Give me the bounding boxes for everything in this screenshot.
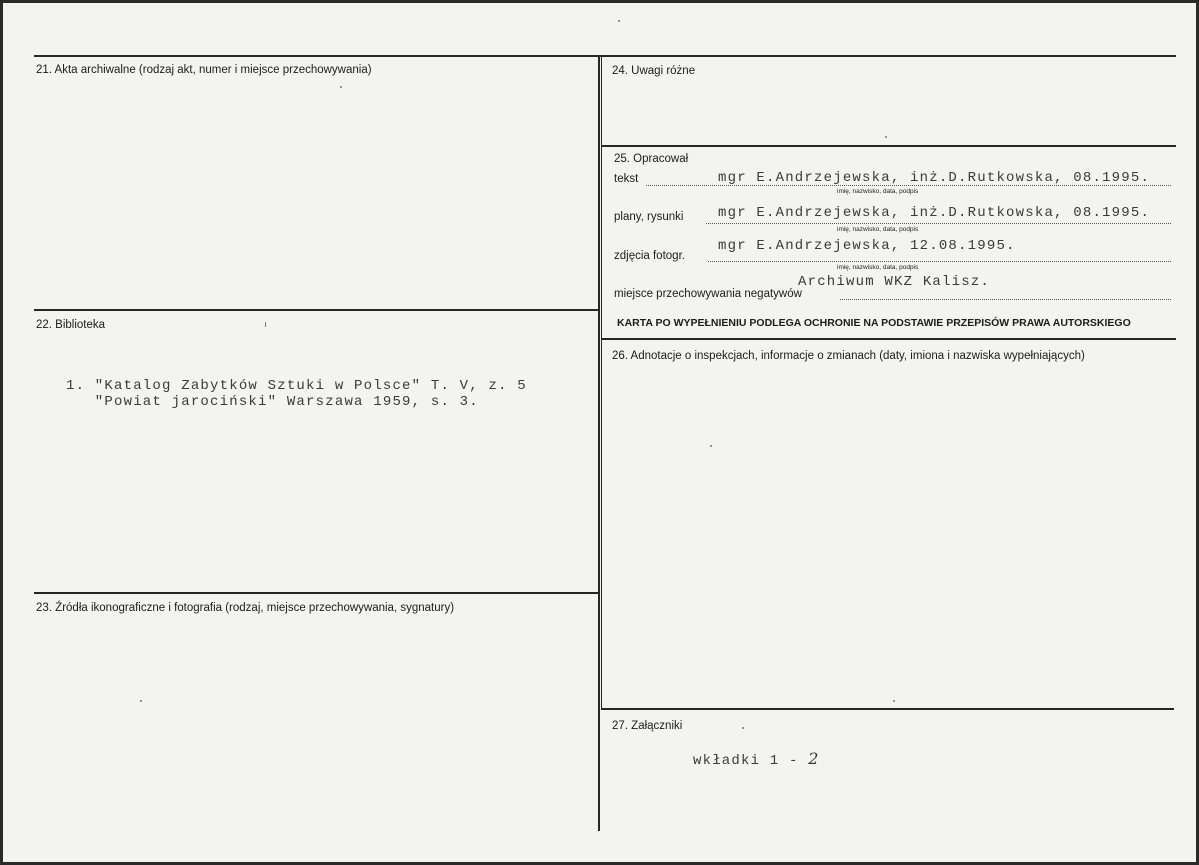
section-26-label: 26. Adnotacje o inspekcjach, informacje o zmianach (daty, imiona i nazwiska wypełniających) [612, 350, 1085, 362]
top-rule [34, 55, 1176, 57]
row-plany-line [706, 222, 1171, 224]
right-divider-24-25 [601, 56, 602, 710]
paper-speck [742, 727, 744, 729]
copyright-notice: KARTA PO WYPEŁNIENIU PODLEGA OCHRONIE NA PODSTAWIE PRZEPISÓW PRAWA AUTORSKIEGO [617, 317, 1131, 329]
row-plany-value: mgr E.Andrzejewska, inż.D.Rutkowska, 08.1995. [718, 205, 1151, 221]
paper-speck [618, 20, 620, 22]
row-zdjecia-value: mgr E.Andrzejewska, 12.08.1995. [718, 238, 1016, 254]
attachments-typed: wkładki 1 - [693, 753, 809, 769]
paper-speck [340, 86, 342, 88]
row-zdjecia-label: zdjęcia fotogr. [614, 250, 685, 262]
section-23-label: 23. Źródła ikonograficzne i fotografia (rodzaj, miejsce przechowywania, sygnatury) [36, 602, 455, 614]
section-24-label: 24. Uwagi różne [612, 65, 696, 77]
divider-25-26 [601, 338, 1176, 340]
divider-26-27 [601, 708, 1174, 710]
section-21-label: 21. Akta archiwalne (rodzaj akt, numer i miejsce przechowywania) [36, 64, 372, 76]
divider-21-22 [34, 309, 599, 311]
attachments-value [693, 749, 820, 769]
row-zdjecia-line [708, 260, 1171, 262]
row-tekst-caption: imię, nazwisko, data, podpis [837, 188, 919, 195]
paper-speck [265, 322, 266, 327]
section-27-label: 27. Załączniki [612, 720, 683, 732]
paper-speck [885, 136, 887, 138]
attachments-handwritten: 2 [808, 749, 820, 768]
row-negatywy-label: miejsce przechowywania negatywów [614, 288, 802, 300]
section-25-label: 25. Opracował [614, 153, 689, 165]
divider-22-23 [34, 592, 599, 594]
row-tekst-label: tekst [614, 173, 639, 185]
row-plany-label: plany, rysunki [614, 211, 684, 223]
row-negatywy-value: Archiwum WKZ Kalisz. [798, 274, 991, 290]
divider-24-25 [601, 145, 1176, 147]
row-negatywy-line [840, 298, 1171, 300]
library-entry-1: 1. "Katalog Zabytków Sztuki w Polsce" T. V, z. 5 [66, 378, 527, 394]
row-tekst-value: mgr E.Andrzejewska, inż.D.Rutkowska, 08.1995. [718, 170, 1151, 186]
center-divider [598, 56, 600, 831]
library-entry-2: "Powiat jarociński" Warszawa 1959, s. 3. [66, 394, 479, 410]
paper-speck [710, 445, 712, 447]
paper-speck [893, 700, 895, 702]
row-zdjecia-caption: imię, nazwisko, data, podpis [837, 264, 919, 271]
row-plany-caption: imię, nazwisko, data, podpis [837, 226, 919, 233]
section-22-label: 22. Biblioteka [36, 319, 106, 331]
paper-speck [140, 700, 142, 702]
